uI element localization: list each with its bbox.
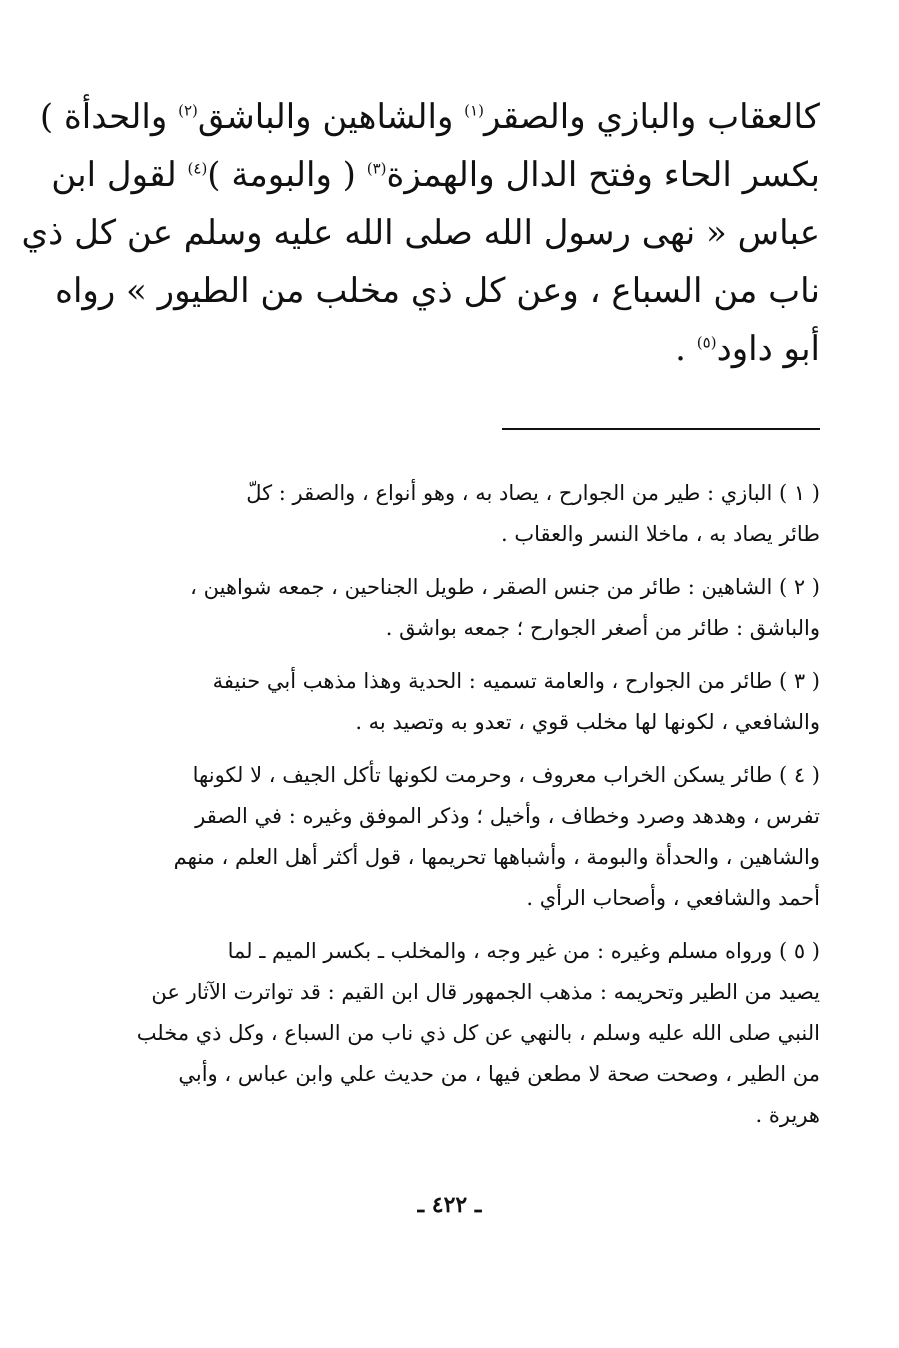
footnote-line: ( ٤ ) طائر يسكن الخراب معروف ، وحرمت لكونها تأكل الجيف ، لا لكونها [192,763,820,787]
footnote-5 [100,931,820,1136]
footnote-4 [100,755,820,919]
footnote-line: والشاهين ، والحدأة والبومة ، وأشباهها تحريمها ، قول أكثر أهل العلم ، منهم [173,845,820,869]
footnote-line: ( ٥ ) ورواه مسلم وغيره : من غير وجه ، والمخلب ـ بكسر الميم ـ لما [227,939,820,963]
footnote-line: طائر يصاد به ، ماخلا النسر والعقاب . [501,522,820,546]
footnote-line: تفرس ، وهدهد وصرد وخطاف ، وأخيل ؛ وذكر الموفق وغيره : في الصقر [195,804,820,828]
main-line-2 [51,146,820,204]
footnote-line: أحمد والشافعي ، وأصحاب الرأي . [526,886,820,910]
main-text-segment: ( والبومة ) [207,155,356,195]
footnote-line: ( ٣ ) طائر من الجوارح ، والعامة تسميه : الحدية وهذا مذهب أبي حنيفة [212,669,820,693]
main-text-segment: لقول ابن [51,155,177,195]
main-line-1 [39,88,820,146]
main-text-segment: والشاهين والباشق [197,97,454,137]
main-line-5 [100,320,820,378]
main-line-3: عباس « نهى رسول الله صلى الله عليه وسلم عن كل ذي [21,213,820,253]
main-text-segment: بكسر الحاء وفتح الدال والهمزة [386,155,820,195]
footnote-line: والباشق : طائر من أصغر الجوارح ؛ جمعه بواشق . [385,616,820,640]
footnote-ref-1[interactable]: (١) [464,101,484,120]
footnotes [100,473,820,1148]
main-text [21,88,820,378]
footnote-line: والشافعي ، لكونها لها مخلب قوي ، تعدو به وتصيد به . [355,710,820,734]
main-line-4: ناب من السباع ، وعن كل ذي مخلب من الطيور » رواه [55,271,820,311]
footnote-line: من الطير ، وصحت صحة لا مطعن فيها ، من حديث علي وابن عباس ، وأبي [178,1062,820,1086]
main-text-segment: . [675,329,686,369]
footnote-1 [100,473,820,555]
footnote-ref-4[interactable]: (٤) [187,159,208,178]
page-number: ـ ٤٢٢ ـ [417,1192,482,1218]
footnote-line: يصيد من الطير وتحريمه : مذهب الجمهور قال ابن القيم : قد تواترت الآثار عن [151,980,820,1004]
footnote-ref-3[interactable]: (٣) [366,159,387,178]
footnote-line: ( ٢ ) الشاهين : طائر من جنس الصقر ، طويل الجناحين ، جمعه شواهين ، [190,575,820,599]
footnote-line: النبي صلى الله عليه وسلم ، بالنهي عن كل ذي ناب من السباع ، وكل ذي مخلب [136,1021,820,1045]
main-text-segment: أبو داود [716,329,820,369]
footnote-3 [100,661,820,743]
footnote-divider [502,428,820,430]
footnote-line: هريرة . [755,1103,820,1127]
main-text-segment: كالعقاب والبازي والصقر [483,97,820,137]
footnote-2 [100,567,820,649]
footnote-ref-2[interactable]: (٢) [178,101,198,120]
footnote-ref-5[interactable]: (٥) [696,333,717,352]
footnote-line: ( ١ ) البازي : طير من الجوارح ، يصاد به ، وهو أنواع ، والصقر : كلّ [246,481,820,505]
page-body [21,88,820,1127]
main-text-segment: والحدأة ) [39,97,168,137]
